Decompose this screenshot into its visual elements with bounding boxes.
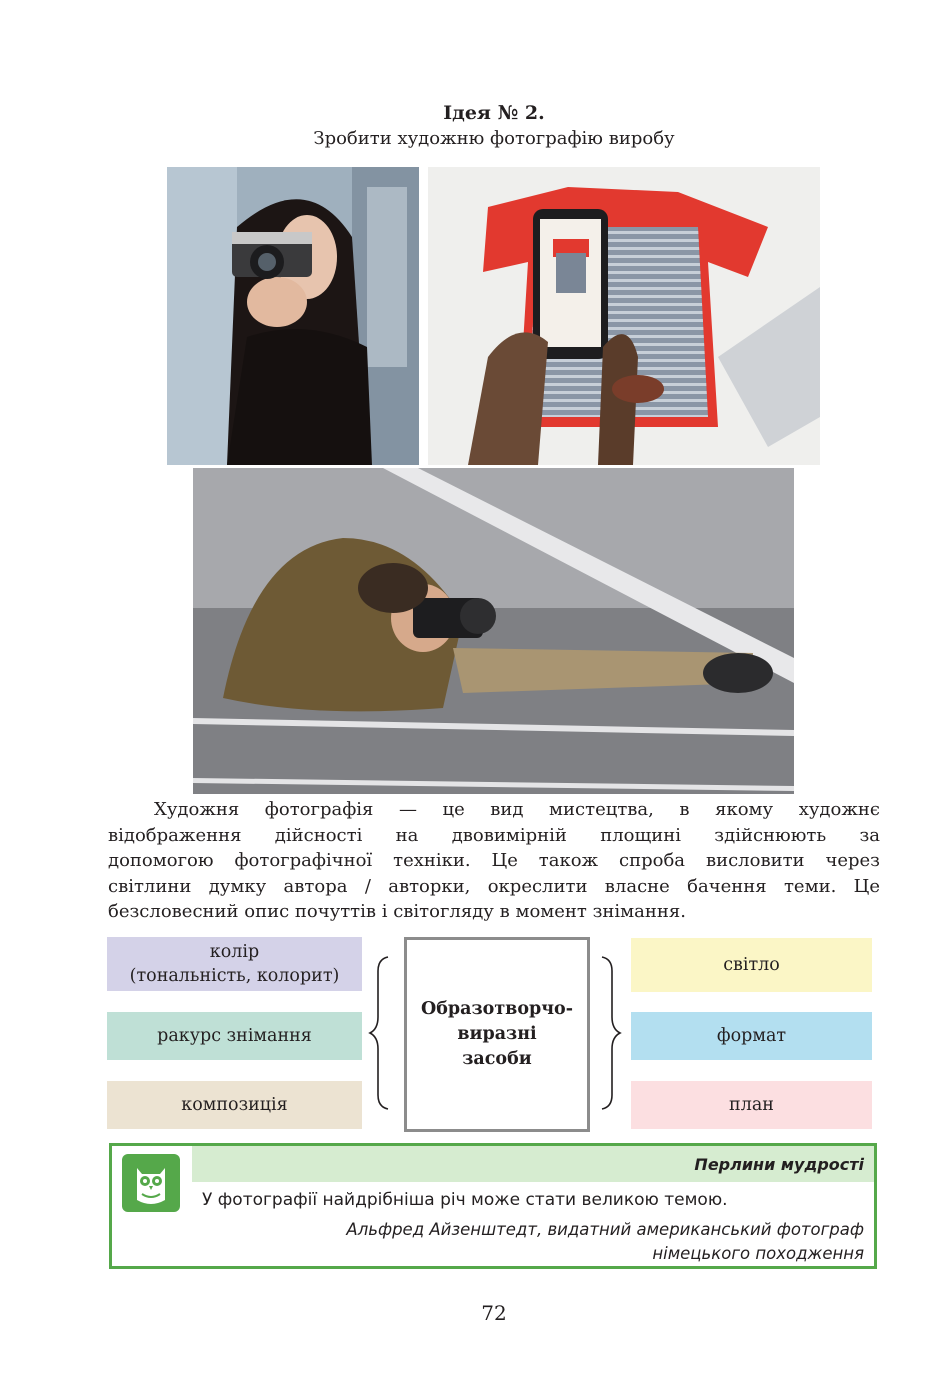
paragraph-line: Художня фотографія — це вид мистецтва, в якому художнє (154, 799, 880, 820)
paragraph-line: безсловесний опис почуттів і світогляду в момент знімання. (108, 901, 686, 922)
right-brace (596, 955, 624, 1111)
wisdom-header (192, 1146, 874, 1182)
author-line: німецького походження (652, 1244, 864, 1263)
photo-woman-with-camera (167, 167, 419, 465)
left-brace (368, 955, 396, 1111)
center-label: виразні (457, 1024, 537, 1044)
author-line: Альфред Айзенштедт, видатний американський фотограф (346, 1220, 864, 1239)
box-light (631, 938, 872, 992)
wisdom-author (244, 1218, 864, 1266)
photo-photographer-lying (193, 468, 794, 794)
box-composition (107, 1081, 362, 1129)
box-label: композиція (181, 1095, 288, 1115)
box-label: колір (209, 942, 260, 962)
box-shooting-angle (107, 1012, 362, 1060)
owl-icon (122, 1154, 180, 1212)
box-label: формат (716, 1026, 787, 1046)
wisdom-quote: У фотографії найдрібніша річ може стати великою темою. (202, 1190, 728, 1210)
box-label: (тональність, колорит) (129, 966, 340, 986)
wisdom-title: Перлини мудрості (694, 1155, 864, 1174)
paragraph-line: допомогою фотографічної техніки. Це також спроба висловити через (108, 850, 880, 871)
box-shot-plan (631, 1081, 872, 1129)
paragraph-line: світлини думку автора / авторки, окреслити власне бачення теми. Це (108, 875, 880, 897)
center-box-expressive-means (404, 937, 590, 1132)
center-label: засоби (462, 1049, 532, 1069)
page-number: 72 (481, 1301, 507, 1325)
center-label: Образотворчо- (421, 999, 573, 1019)
paragraph-line: відображення дійсності на двовимірній площині здійснюють за (108, 824, 880, 846)
definition-paragraph (108, 797, 880, 925)
box-label: світло (723, 955, 780, 975)
idea-title: Ідея № 2. (443, 102, 545, 124)
wisdom-box (109, 1143, 877, 1269)
box-format (631, 1012, 872, 1060)
box-label: план (729, 1095, 774, 1115)
box-label: ракурс знімання (157, 1026, 312, 1046)
box-colour (107, 937, 362, 991)
idea-subtitle: Зробити художню фотографію виробу (313, 128, 675, 149)
photo-phone-shirt (428, 167, 820, 465)
